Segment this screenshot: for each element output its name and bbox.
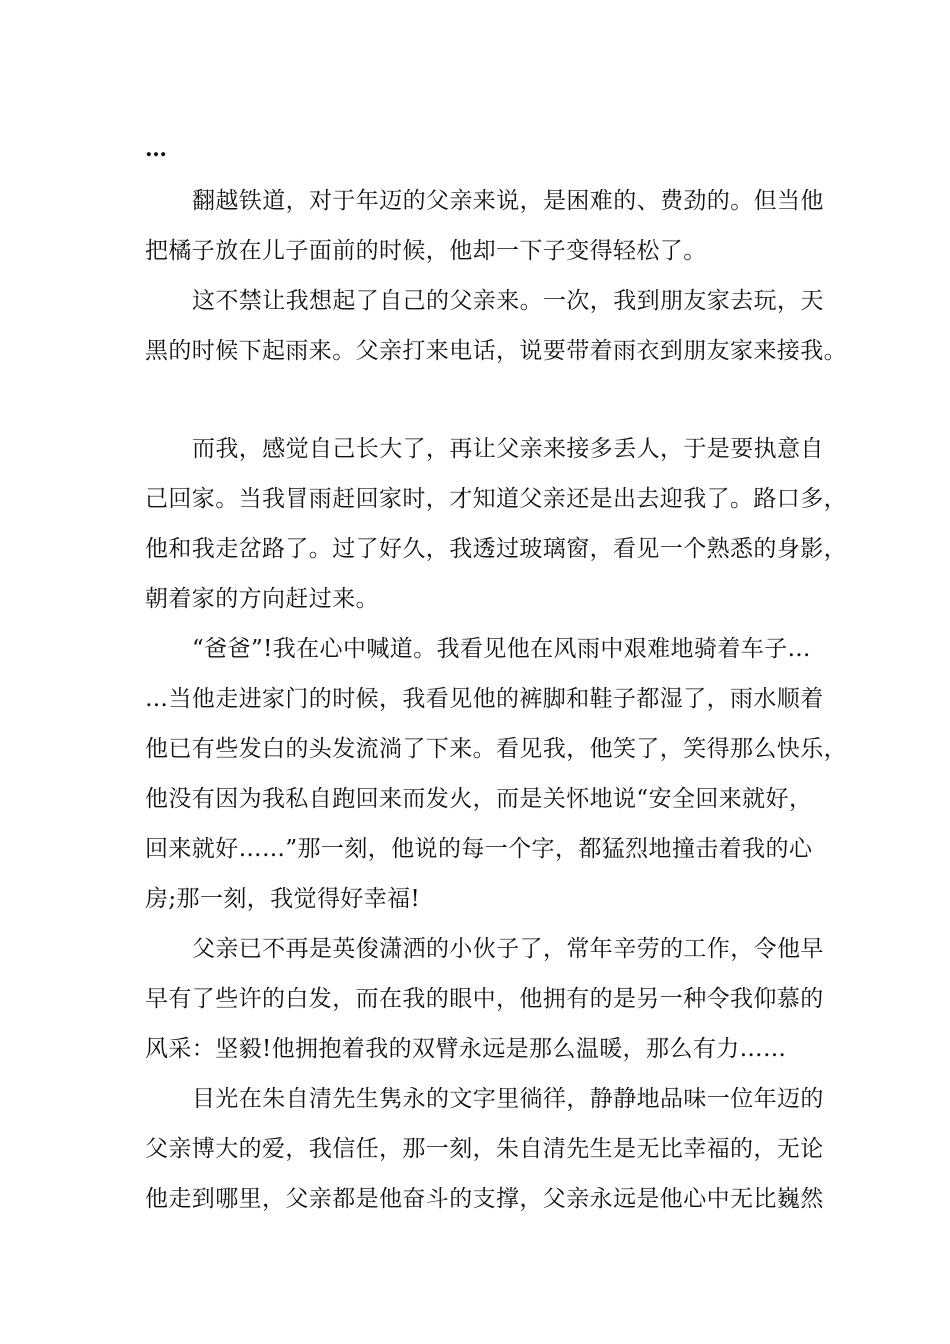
paragraph-line: 他走到哪里，父亲都是他奋斗的支撑，父亲永远是他心中无比巍然	[145, 1186, 824, 1212]
paragraph-line: 目光在朱自清先生隽永的文字里徜徉，静静地品味一位年迈的	[192, 1086, 824, 1112]
paragraph-line: 父亲博大的爱，我信任，那一刻，朱自清先生是无比幸福的，无论	[145, 1136, 824, 1162]
paragraph-line: 把橘子放在儿子面前的时候，他却一下子变得轻松了。	[145, 238, 707, 264]
paragraph-line: 他已有些发白的头发流淌了下来。看见我，他笑了，笑得那么快乐，	[145, 736, 847, 762]
paragraph-line: 己回家。当我冒雨赶回家时，才知道父亲还是出去迎我了。路口多，	[145, 486, 847, 512]
paragraph-line: 房;那一刻，我觉得好幸福!	[145, 886, 421, 912]
paragraph-line: 父亲已不再是英俊潇洒的小伙子了，常年辛劳的工作，令他早	[192, 936, 824, 962]
paragraph-line: 早有了些许的白发，而在我的眼中，他拥有的是另一种令我仰慕的	[145, 986, 824, 1012]
paragraph-line: 黑的时候下起雨来。父亲打来电话，说要带着雨衣到朋友家来接我。	[145, 338, 847, 364]
paragraph-line: 朝着家的方向赶过来。	[145, 586, 379, 612]
paragraph-line: 他没有因为我私自跑回来而发火，而是关怀地说“安全回来就好，	[145, 786, 813, 812]
text-block-2	[145, 424, 847, 1224]
paragraph-line: “爸爸”!我在心中喊道。我看见他在风雨中艰难地骑着车子…	[192, 636, 811, 662]
leading-ellipsis: …	[145, 136, 167, 162]
paragraph-line: 这不禁让我想起了自己的父亲来。一次，我到朋友家去玩，天	[192, 288, 824, 314]
paragraph-line: 回来就好……”那一刻，他说的每一个字，都猛烈地撞击着我的心	[145, 836, 813, 862]
text-block-1	[145, 176, 847, 376]
paragraph-line: 而我，感觉自己长大了，再让父亲来接多丢人，于是要执意自	[192, 436, 824, 462]
paragraph-line: 翻越铁道，对于年迈的父亲来说，是困难的、费劲的。但当他	[192, 188, 824, 214]
paragraph-line: 他和我走岔路了。过了好久，我透过玻璃窗，看见一个熟悉的身影，	[145, 536, 847, 562]
paragraph-line: …当他走进家门的时候，我看见他的裤脚和鞋子都湿了，雨水顺着	[145, 686, 824, 712]
paragraph-line: 风采：坚毅!他拥抱着我的双臂永远是那么温暖，那么有力……	[145, 1036, 787, 1062]
